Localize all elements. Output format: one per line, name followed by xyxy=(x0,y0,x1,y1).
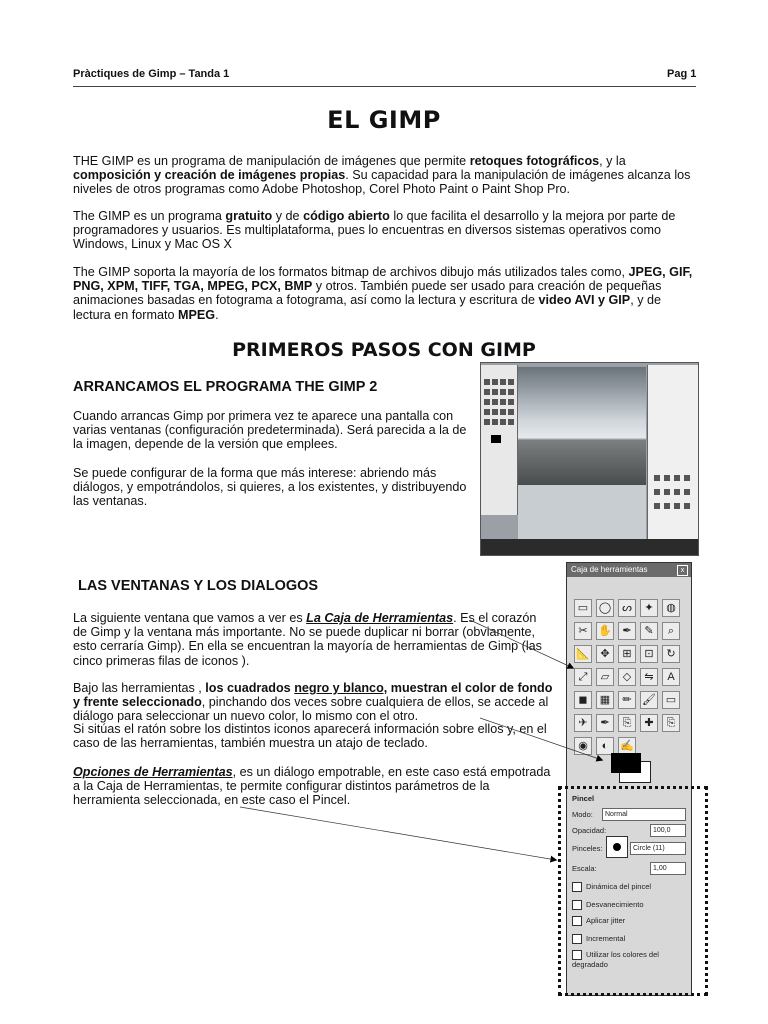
blend-icon[interactable]: ▦ xyxy=(596,691,614,709)
arrow-to-color-swatches xyxy=(480,718,602,760)
heal-icon[interactable]: ✚ xyxy=(640,714,658,732)
section-title-first-steps: PRIMEROS PASOS CON GIMP xyxy=(232,339,536,361)
pencil-icon[interactable]: ✏ xyxy=(618,691,636,709)
arrow-to-toolbox xyxy=(470,620,573,668)
windows-paragraph-4: Opciones de Herramientas, es un diálogo empotrable, en este caso está empotrada a la Caja de Herramientas, te permite configurar distintos parámetros de la herramienta seleccionada, en este caso el Pincel. xyxy=(73,765,551,808)
page-number: Pag 1 xyxy=(667,68,697,80)
subsection-title-start: ARRANCAMOS EL PROGRAMA THE GIMP 2 xyxy=(73,379,378,395)
arrow-to-tool-options xyxy=(240,807,556,860)
fade-label: Desvanecimiento xyxy=(586,900,644,909)
tool-options-title: Pincel xyxy=(572,794,595,803)
scale-field[interactable]: 1,00 xyxy=(650,862,686,875)
ellipse-select-icon[interactable]: ◯ xyxy=(596,599,614,617)
free-select-icon[interactable]: ᔕ xyxy=(618,599,636,617)
gradient-colors-label: Utilizar los colores del degradado xyxy=(572,950,659,970)
eraser-icon[interactable]: ▭ xyxy=(662,691,680,709)
intro-paragraph-2: The GIMP es un programa gratuito y de código abierto lo que facilita el desarrollo y la mejora por parte de programadores y usuarios. Es multiplataforma, pues lo encuentras en diversos sistemas operativos como Windows, Linux y Mac OS X xyxy=(73,209,676,252)
ink-icon[interactable]: ✒ xyxy=(596,714,614,732)
windows-paragraph-3: Si sitúas el ratón sobre los distintos iconos aparecerá información sobre ellos y, en el caso de las herramientas, también muestra un atajo de teclado. xyxy=(73,722,547,751)
smudge-icon[interactable]: ✍ xyxy=(618,737,636,755)
zoom-icon[interactable]: ⌕ xyxy=(662,622,680,640)
move-icon[interactable]: ✥ xyxy=(596,645,614,663)
shear-icon[interactable]: ▱ xyxy=(596,668,614,686)
rotate-icon[interactable]: ↻ xyxy=(662,645,680,663)
close-icon[interactable]: x xyxy=(677,565,688,576)
incremental-label: Incremental xyxy=(586,934,626,943)
windows-paragraph-2: Bajo las herramientas , los cuadrados negro y blanco, muestran el color de fondo y frente seleccionado, pinchando dos veces sobre cualquiera de ellos, se accede al diálogo para seleccionar un nuevo color, lo mismo con el otro. xyxy=(73,681,553,724)
brush-name-field[interactable]: Circle (11) xyxy=(630,842,686,855)
rect-select-icon[interactable]: ▭ xyxy=(574,599,592,617)
clone-icon[interactable]: ⎘ xyxy=(618,714,636,732)
bucket-fill-icon[interactable]: ◼ xyxy=(574,691,592,709)
paintbrush-icon[interactable]: 🖌 xyxy=(640,691,658,709)
measure-icon[interactable]: 📐 xyxy=(574,645,592,663)
crop-icon[interactable]: ⊡ xyxy=(640,645,658,663)
toolbox-title: Caja de herramientas xyxy=(567,563,691,577)
fuzzy-select-icon[interactable]: ✦ xyxy=(640,599,658,617)
by-color-select-icon[interactable]: ◍ xyxy=(662,599,680,617)
brush-label: Pinceles: xyxy=(572,844,603,853)
windows-paragraph-1: La siguiente ventana que vamos a ver es La Caja de Herramientas. Es el corazón de Gimp y la ventana más importante. No se puede duplicar ni borrar (obviamente, esto cerraría Gimp). En ella se encuentran la mayoría de herramientas de Gimp (las cinco primeras filas de iconos ). xyxy=(73,611,542,668)
start-paragraph-1: Cuando arrancas Gimp por primera vez te aparece una pantalla con varias ventanas (configuración predeterminada). Será parecida a la de la imagen, depende de la versión que emplees. xyxy=(73,409,467,452)
dynamics-label: Dinámica del pincel xyxy=(586,882,652,891)
paths-icon[interactable]: ✒ xyxy=(618,622,636,640)
opacity-label: Opacidad: xyxy=(572,826,607,835)
scale-label: Escala: xyxy=(572,864,597,873)
foreground-select-icon[interactable]: ✋ xyxy=(596,622,614,640)
perspective-icon[interactable]: ◇ xyxy=(618,668,636,686)
page-title: EL GIMP xyxy=(327,106,441,134)
blur-icon[interactable]: ◉ xyxy=(574,737,592,755)
scale-icon[interactable]: ⤢ xyxy=(574,668,592,686)
mode-label: Modo: xyxy=(572,810,593,819)
subsection-title-windows: LAS VENTANAS Y LOS DIALOGOS xyxy=(78,578,319,594)
flip-icon[interactable]: ⇋ xyxy=(640,668,658,686)
align-icon[interactable]: ⊞ xyxy=(618,645,636,663)
airbrush-icon[interactable]: ✈ xyxy=(574,714,592,732)
jitter-label: Aplicar jitter xyxy=(586,916,626,925)
color-picker-icon[interactable]: ✎ xyxy=(640,622,658,640)
intro-paragraph-1: THE GIMP es un programa de manipulación de imágenes que permite retoques fotográficos, y la composición y creación de imágenes propias. Su capacidad para la manipulación de imágenes alcanza los niveles de otros programas como Adobe Photoshop, Corel Photo Paint o Paint Shop Pro. xyxy=(73,154,691,197)
dodge-icon[interactable]: ◐ xyxy=(596,737,614,755)
mode-select[interactable]: Normal xyxy=(602,808,686,821)
text-icon[interactable]: A xyxy=(662,668,680,686)
scissors-icon[interactable]: ✂ xyxy=(574,622,592,640)
opacity-field[interactable]: 100,0 xyxy=(650,824,686,837)
intro-paragraph-3: The GIMP soporta la mayoría de los formatos bitmap de archivos dibujo más utilizados tales como, JPEG, GIF, PNG, XPM, TIFF, TGA, MPEG, PCX, BMP y otros. También puede ser usado para creación de pequeñas animaciones basadas en fotograma a fotograma, así como la lectura y escritura de video AVI y GIP, y de lectura en formato MPEG. xyxy=(73,265,693,322)
perspective-clone-icon[interactable]: ⎘ xyxy=(662,714,680,732)
page-header-left: Pràctiques de Gimp – Tanda 1 xyxy=(73,68,230,80)
start-paragraph-2: Se puede configurar de la forma que más interese: abriendo más diálogos, y empotrándolos, si quieres, a los existentes, y distribuyendo las ventanas. xyxy=(73,466,467,509)
